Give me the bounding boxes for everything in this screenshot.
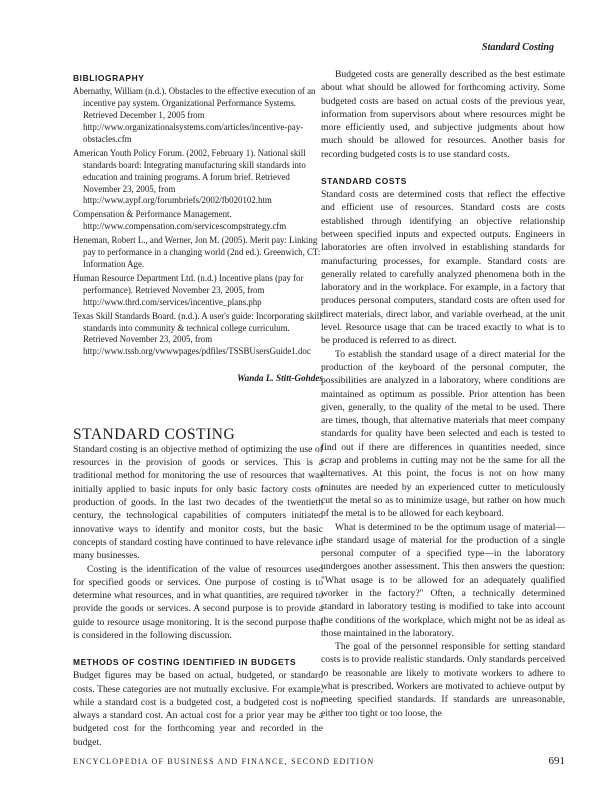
paragraph: What is determined to be the optimum usage of material—the standard usage of material for the production of a single personal computer of a specified type—in the laboratory undergoes another assessment. This then answers the question: "What usage is to be allowed for an adequately qualified worker in the factory?" Often, a technically determined standard in laboratory testing is modified to take into account the conditions of the workplace, which might not be as ideal as those maintained in the laboratory. — [321, 521, 565, 639]
bibliography-entry: Heneman, Robert L., and Werner, Jon M. (2005). Merit pay: Linking pay to performance in a changing world (2nd ed.). Greenwich, CT: Information Age. — [73, 235, 321, 269]
article-title: STANDARD COSTING — [73, 425, 236, 443]
bibliography-heading: BIBLIOGRAPHY — [73, 73, 145, 83]
paragraph: Standard costs are determined costs that reflect the effective and efficient use of resources. Standard costs are costs established through identifying an objective relationship between specified inputs and expected outputs. Engineers in laboratories are often involved in establishing standards for manufacturing processes, for example. Standard costs are generally related to carefully analyzed phenomena both in the laboratory and in the workplace. For example, in a factory that produces personal computers, standard costs are often used for direct materials, direct labor, and variable overhead, at the unit level. Resource usage that can be traced exactly to what is to be produced is referred to as direct. — [321, 189, 565, 347]
paragraph: Budgeted costs are generally described as the best estimate about what should be allowed for forthcoming activity. Some budgeted costs are based on actual costs of the previous year, information from supervisors about where resources might be more efficiently used, and subjective judgments about how much should be allowed for resources. Another basis for recording budgeted costs is to use standard costs. — [321, 69, 565, 160]
section-heading-standard-costs: STANDARD COSTS — [321, 176, 407, 187]
paragraph: The goal of the personnel responsible for setting standard costs is to provide realistic standards. Only standards perceived to be reasonable are likely to motivate workers to adhere to what is prescribed. Workers are motivated to achieve output by meeting specified standards. If standards are unreasonable, either too tight or too loose, the — [321, 641, 565, 719]
bibliography-entry: American Youth Policy Forum. (2002, February 1). National skill standards board: Integrating manufacturing skill standards into education and training programs. A forum brief. Retrieved November 23, 2005, from http://www.aypf.org/forumbriefs/2002/fb020102.htm — [73, 147, 306, 206]
bibliography-entry: Texas Skill Standards Board. (n.d.). A user's guide: Incorporating skill standards into community & technical college curriculum. Retrieved November 23, 2005, from http://www.tssb.org/vwwwpages/pdfiles/TSSBUsersGuide1.doc — [73, 310, 322, 357]
publication-title: ENCYCLOPEDIA OF BUSINESS AND FINANCE, SECOND EDITION — [73, 757, 375, 766]
right-column — [321, 68, 565, 720]
bibliography-entry: Abernathy, William (n.d.). Obstacles to the effective execution of an incentive pay system. Organizational Performance Systems. Retrieved December 1, 2005 from http://www.organizationalsystems.com/articles/incentive-pay-obstacles.cfm — [73, 86, 316, 144]
paragraph: Standard costing is an objective method of optimizing the use of resources in the provision of goods or services. This is a traditional method for monitoring the use of resources that was initially applied to basic inputs for only basic factory costs of production of goods. In the last two decades of the twentieth century, the technological capabilities of computers initiated innovative ways to identify and monitor costs, but the basic concepts of standard costing have continued to have relevance in many businesses. — [73, 443, 323, 562]
page-footer — [73, 757, 565, 766]
paragraph: To establish the standard usage of a direct material for the production of the keyboard of the personal computer, the possibilities are analyzed in a laboratory, where conditions are maintained as optimum as possible. Prior attention has been given, generally, to the quality of the metal to be used. There are times, though, that alternative materials that meet company standards for quality have been selected and each is tested to find out if there are differences in quantities needed, since scrap and problems in cutting may not be the same for all the alternatives. At this point, the focus is not on how many minutes are needed by an experienced cutter to meticulously cut the metal so as to minimize usage, but rather on how much of the metal is to be allowed for each keyboard. — [321, 348, 565, 520]
paragraph: Budget figures may be based on actual, budgeted, or standard costs. These categories are not mutually exclusive. For example, while a standard cost is a budgeted cost, a budgeted cost is not always a standard cost. An actual cost for a prior year may be a budgeted cost for the forthcoming year and recorded in the budget. — [73, 670, 323, 748]
running-head: Standard Costing — [482, 42, 554, 53]
bibliography-entry: Compensation & Performance Management. http://www.compensation.com/servicescompstrategy.cfm — [73, 209, 287, 232]
section-heading-methods: METHODS OF COSTING IDENTIFIED IN BUDGETS — [73, 657, 297, 668]
paragraph: Costing is the identification of the value of resources used for specified goods or services. One purpose of costing is to determine what resources, and in what quantities, are required to provide the goods or services. A second purpose is to provide a guide to resource usage monitoring. It is the second purpose that is considered in the following discussion. — [73, 563, 323, 641]
left-column — [73, 68, 323, 749]
bibliography-entry: Human Resource Department Ltd. (n.d.) Incentive plans (pay for performance). Retrieved November 23, 2005, from http://www.thrd.com/services/incentive_plans.php — [73, 272, 304, 307]
page-number: 691 — [548, 755, 565, 767]
article-author: Wanda L. Stitt-Gohdes — [237, 373, 323, 384]
